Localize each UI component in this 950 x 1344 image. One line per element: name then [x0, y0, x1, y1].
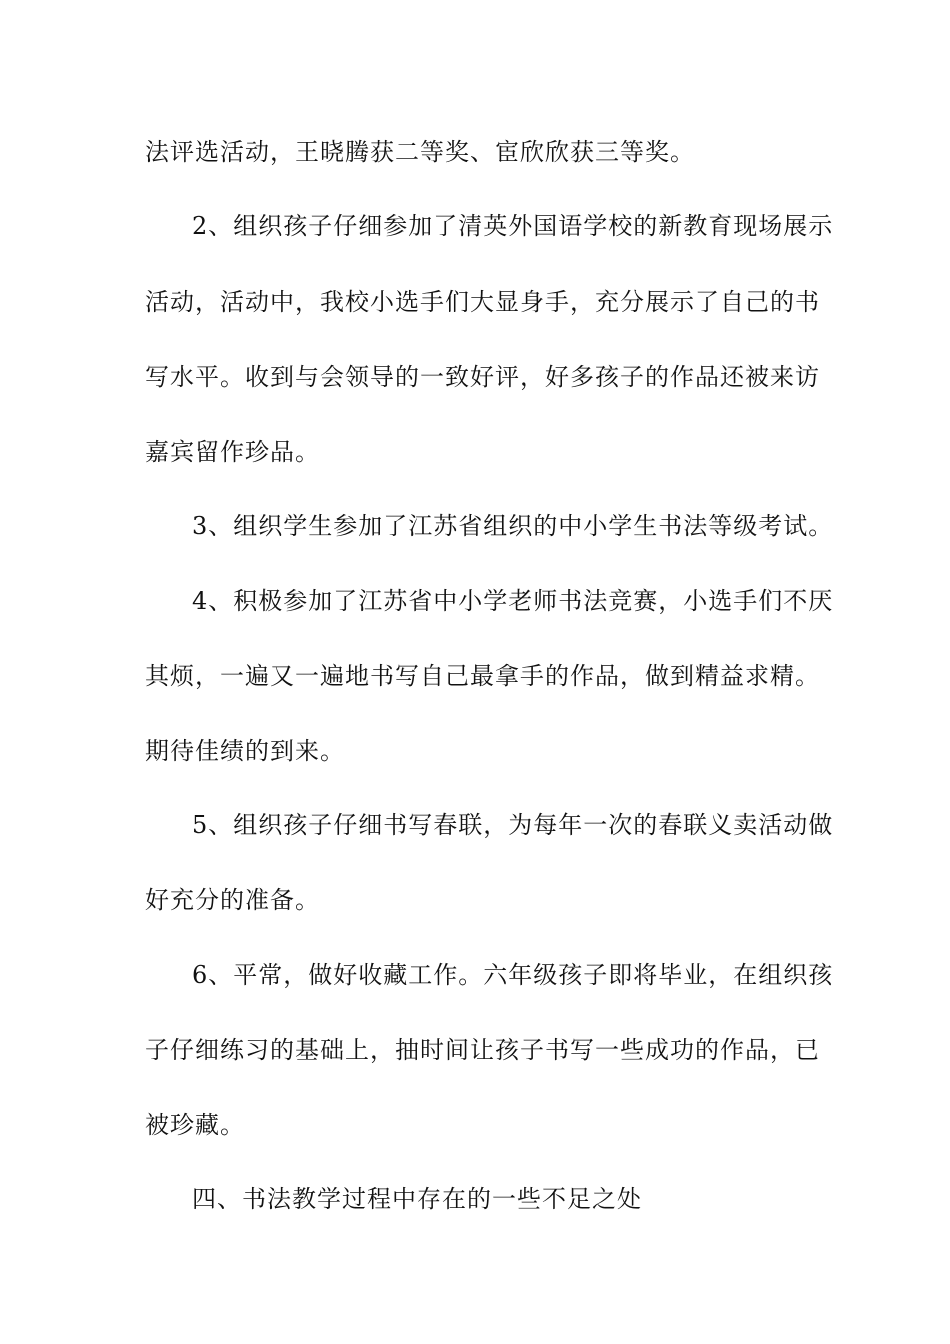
paragraph-line: 其烦，一遍又一遍地书写自己最拿手的作品，做到精益求精。 [145, 662, 820, 690]
paragraph-line: 2、组织孩子仔细参加了清英外国语学校的新教育现场展示 [192, 212, 834, 240]
paragraph-line: 6、平常，做好收藏工作。六年级孩子即将毕业，在组织孩 [192, 961, 834, 989]
paragraph-line: 期待佳绩的到来。 [145, 737, 345, 765]
paragraph-line: 3、组织学生参加了江苏省组织的中小学生书法等级考试。 [192, 512, 834, 540]
paragraph-line: 被珍藏。 [145, 1111, 245, 1139]
paragraph-line: 法评选活动，王晓腾获二等奖、宦欣欣获三等奖。 [145, 138, 695, 166]
paragraph-line: 嘉宾留作珍品。 [145, 438, 320, 466]
paragraph-line: 好充分的准备。 [145, 886, 320, 914]
paragraph-line: 活动，活动中，我校小选手们大显身手，充分展示了自己的书 [145, 288, 820, 316]
paragraph-line: 子仔细练习的基础上，抽时间让孩子书写一些成功的作品，已 [145, 1036, 820, 1064]
section-heading: 四、书法教学过程中存在的一些不足之处 [192, 1185, 642, 1213]
paragraph-line: 4、积极参加了江苏省中小学老师书法竞赛，小选手们不厌 [192, 587, 834, 615]
paragraph-line: 5、组织孩子仔细书写春联，为每年一次的春联义卖活动做 [192, 811, 834, 839]
paragraph-line: 写水平。收到与会领导的一致好评，好多孩子的作品还被来访 [145, 363, 820, 391]
